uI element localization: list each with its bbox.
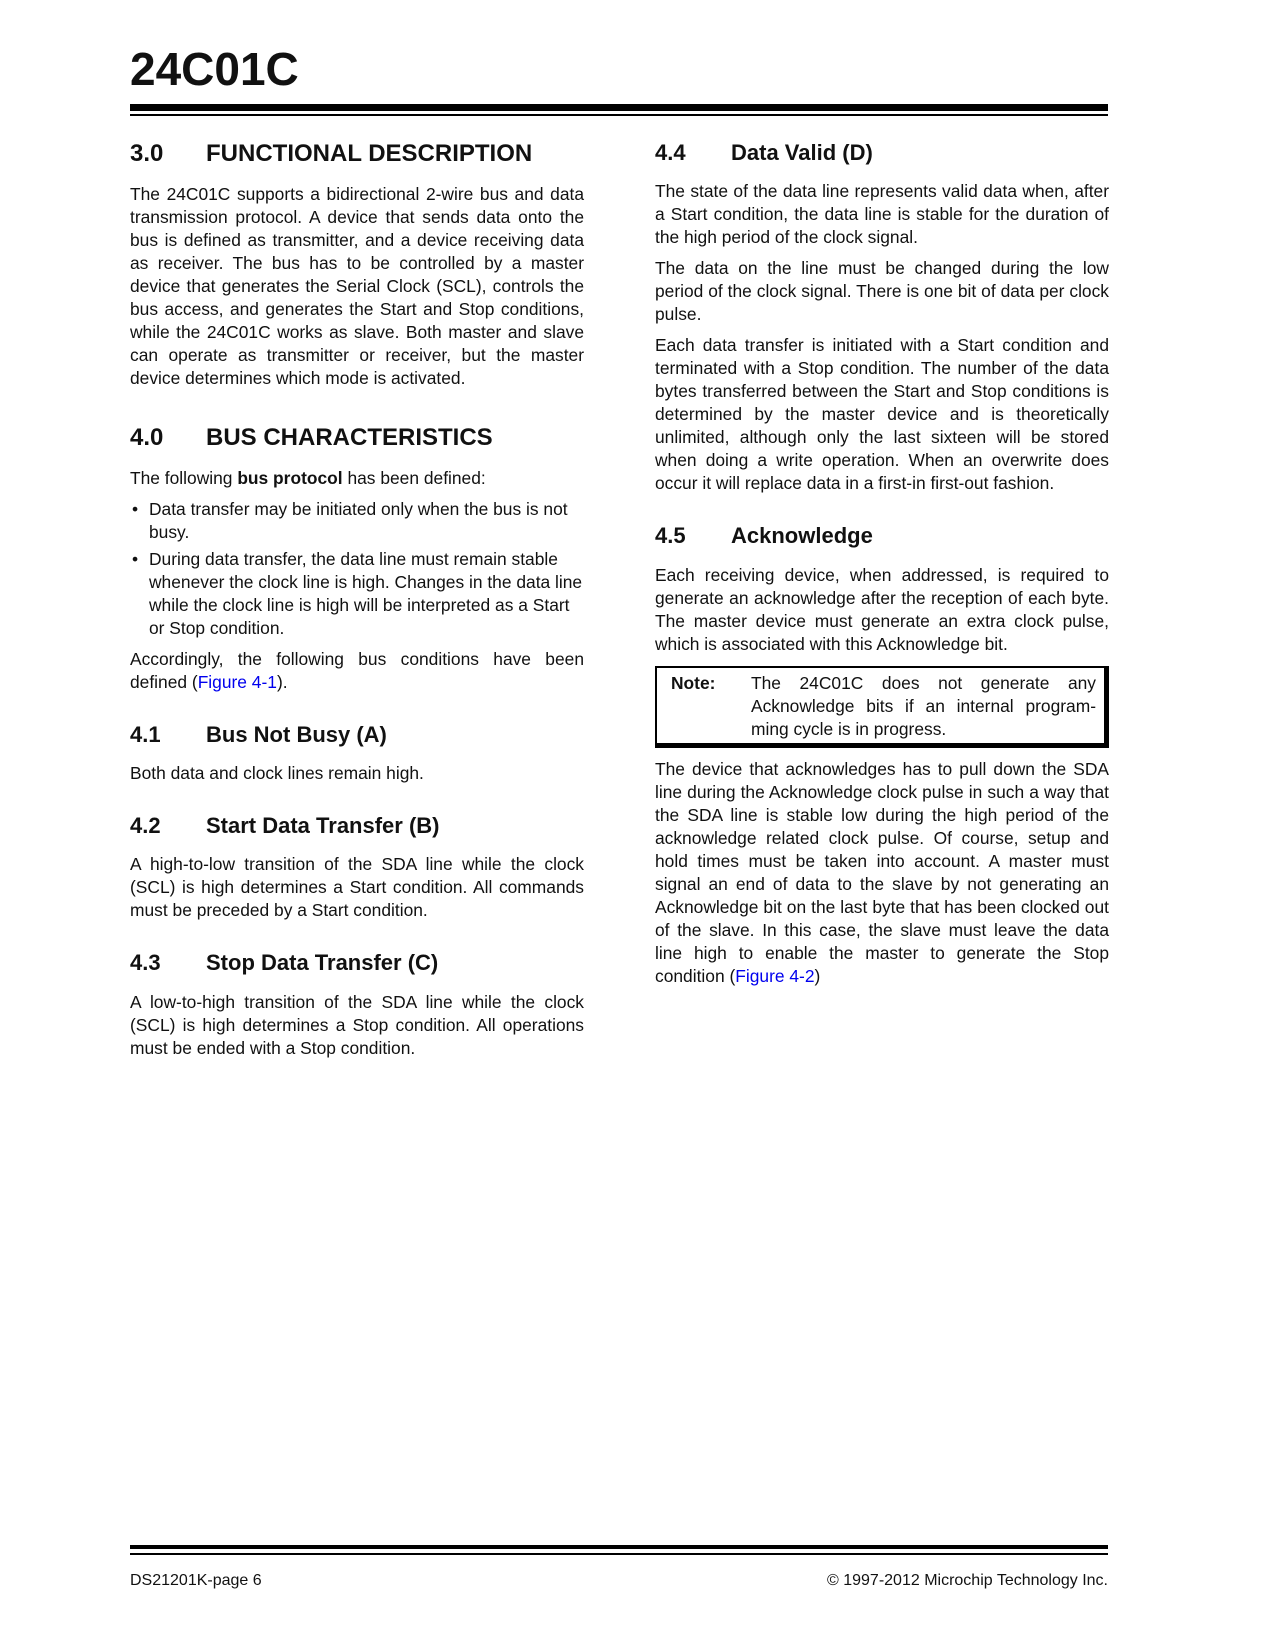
section-title: Acknowledge <box>731 523 873 549</box>
footer-doc-id: DS21201K-page 6 <box>130 1572 262 1589</box>
footer-rule-thick <box>130 1545 1108 1549</box>
list-item: • During data transfer, the data line must remain stable whenever the clock line is high. Changes in the data line while the clock line is high will be interpreted as a Start or Stop condition. <box>132 548 583 638</box>
bus-protocol-intro: The following bus protocol has been defined: <box>130 467 486 488</box>
page-title: 24C01C <box>130 43 299 95</box>
section-4-0-heading <box>130 424 584 453</box>
section-number: 3.0 <box>130 140 164 167</box>
header-rule-thick <box>130 104 1108 111</box>
note-text: The 24C01C does not generate any Acknowledge bits if an internal program-ming cycle is in progress. <box>751 672 1096 739</box>
section-number: 4.0 <box>130 423 164 451</box>
section-title: BUS CHARACTERISTICS <box>206 423 493 451</box>
left-column <box>130 140 584 1068</box>
figure-4-2-link[interactable]: Figure 4-2 <box>735 965 815 986</box>
section-number: 4.5 <box>655 523 686 549</box>
bus-protocol-list <box>130 498 584 640</box>
section-4-4-heading <box>655 140 1109 166</box>
section-4-4-para-3: Each data transfer is initiated with a Start condition and terminated with a Stop condition. The number of the data bytes transferred between the Start and Stop conditions is determined by the master device and is theoretically unlimited, although only the last sixteen will be stored when doing a write operation. When an overwrite does occur it will replace data in a first-in first-out fashion. <box>655 335 1109 494</box>
note-label: Note: <box>671 672 716 693</box>
section-4-2-heading <box>130 813 584 839</box>
section-4-5-heading <box>655 523 1109 549</box>
section-4-1-heading <box>130 722 584 748</box>
section-title: Bus Not Busy (A) <box>206 721 387 747</box>
note-box <box>655 666 1109 748</box>
section-4-3-body: A low-to-high transition of the SDA line while the clock (SCL) is high determines a Stop condition. All operations must be ended with a Stop condition. <box>130 991 584 1058</box>
section-4-2-body: A high-to-low transition of the SDA line while the clock (SCL) is high determines a Start condition. All commands must be preceded by a Start condition. <box>130 854 584 921</box>
section-number: 4.4 <box>655 140 686 165</box>
bullet-icon: • <box>132 498 139 519</box>
header-rule-thin <box>130 114 1108 116</box>
section-title: FUNCTIONAL DESCRIPTION <box>206 140 533 167</box>
section-4-3-heading <box>130 950 584 976</box>
bus-conditions-text: Accordingly, the following bus conditions have been defined (Figure 4-1). <box>130 648 584 692</box>
section-number: 4.1 <box>130 721 161 747</box>
section-number: 4.3 <box>130 950 161 976</box>
section-title: Start Data Transfer (B) <box>206 812 440 838</box>
figure-4-1-link[interactable]: Figure 4-1 <box>197 671 277 692</box>
section-4-5-para-2: The device that acknowledges has to pull down the SDA line during the Acknowledge clock pulse in such a way that the SDA line is stable low during the high period of the acknowledge related clock pulse. Of course, setup and hold times must be taken into account. A master must signal an end of data to the slave by not generating an Acknowledge bit on the last byte that has been clocked out of the slave. In this case, the slave must leave the data line high to enable the master to generate the Stop condition (Figure 4-2) <box>655 758 1109 986</box>
bullet-icon: • <box>132 548 139 569</box>
section-4-1-body: Both data and clock lines remain high. <box>130 762 424 783</box>
section-3-0-body: The 24C01C supports a bidirectional 2-wire bus and data transmission protocol. A device that sends data onto the bus is defined as transmitter, and a device receiving data as receiver. The bus has to be controlled by a master device that generates the Serial Clock (SCL), controls the bus access, and generates the Start and Stop conditions, while the 24C01C works as slave. Both master and slave can operate as transmitter or receiver, but the master device determines which mode is activated. <box>130 183 584 388</box>
section-4-5-para-1: Each receiving device, when addressed, is required to generate an acknowledge after the reception of each byte. The master device must generate an extra clock pulse, which is associated with this Acknowledge bit. <box>655 564 1109 654</box>
list-item: • Data transfer may be initiated only when the bus is not busy. <box>132 498 568 542</box>
footer-copyright: © 1997-2012 Microchip Technology Inc. <box>827 1572 1108 1589</box>
section-4-4-para-1: The state of the data line represents valid data when, after a Start condition, the data line is stable for the duration of the high period of the clock signal. <box>655 181 1109 248</box>
section-title: Data Valid (D) <box>731 140 873 165</box>
bus-protocol-term: bus protocol <box>237 467 343 488</box>
right-column <box>655 140 1109 996</box>
section-number: 4.2 <box>130 812 161 838</box>
section-4-4-para-2: The data on the line must be changed during the low period of the clock signal. There is one bit of data per clock pulse. <box>655 258 1109 325</box>
section-title: Stop Data Transfer (C) <box>206 950 439 976</box>
section-3-0-heading <box>130 140 584 169</box>
footer-rule-thin <box>130 1553 1108 1555</box>
